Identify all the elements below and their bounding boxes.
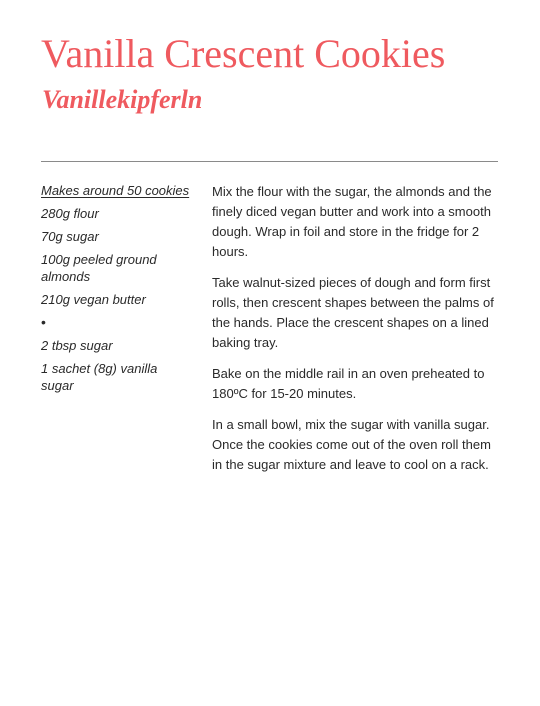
method-step: Mix the flour with the sugar, the almonds and the finely diced vegan butter and work into a smooth dough. Wrap in foil and store in the fridge for 2 hours. — [212, 184, 492, 259]
divider — [41, 161, 498, 162]
recipe-subtitle: Vanillekipferln — [42, 85, 203, 114]
yield-text: Makes around 50 cookies — [41, 183, 190, 198]
ingredient-item: 70g sugar — [41, 229, 99, 244]
method-step: Take walnut-sized pieces of dough and form first rolls, then crescent shapes between the palms of the hands. Place the crescent shapes on a lined baking tray. — [212, 275, 494, 350]
bullet-separator: • — [41, 314, 46, 330]
method-steps — [212, 182, 504, 486]
method-step: In a small bowl, mix the sugar with vanilla sugar. Once the cookies come out of the oven roll them in the sugar mixture and leave to cool on a rack. — [212, 417, 491, 472]
ingredient-item: 210g vegan butter — [41, 292, 146, 307]
ingredient-item: 280g flour — [41, 206, 99, 221]
recipe-title: Vanilla Crescent Cookies — [41, 31, 446, 76]
ingredient-list — [41, 182, 191, 400]
ingredient-item: 100g peeled ground almonds — [41, 252, 157, 284]
method-step: Bake on the middle rail in an oven preheated to 180ºC for 15-20 minutes. — [212, 366, 485, 401]
ingredient-item: 1 sachet (8g) vanilla sugar — [41, 361, 158, 393]
ingredient-item: 2 tbsp sugar — [41, 338, 113, 353]
